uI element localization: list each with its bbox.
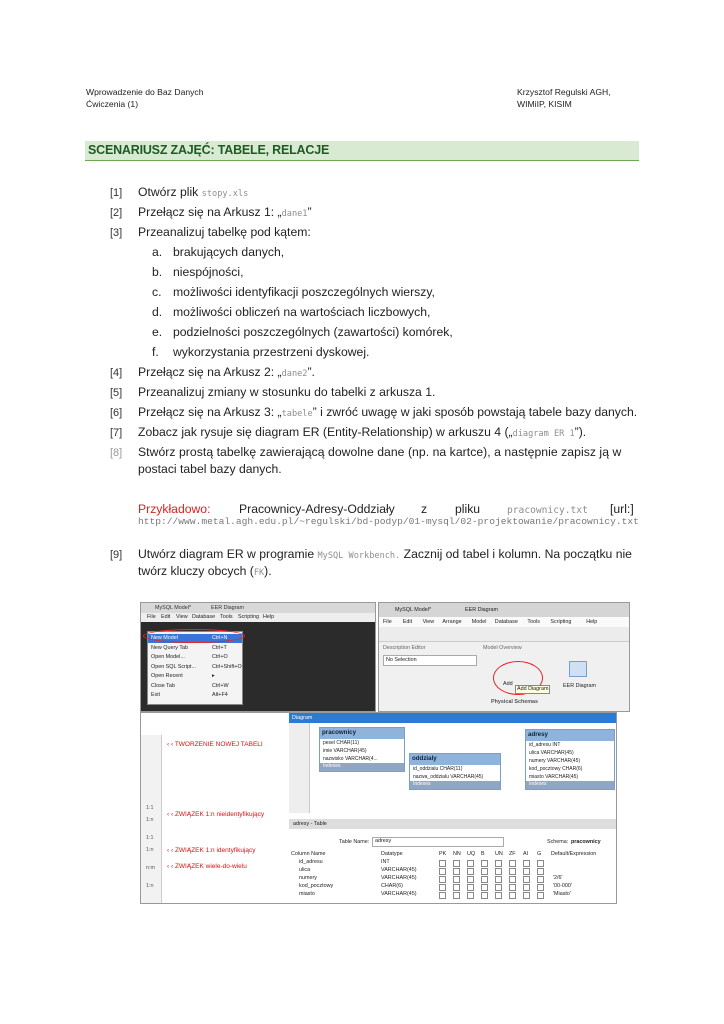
side-toolbar [289, 723, 310, 813]
flag-checkbox[interactable] [509, 892, 516, 899]
menu-help[interactable]: Help [263, 614, 275, 620]
tab-bar [379, 603, 629, 617]
flag-checkbox[interactable] [537, 868, 544, 875]
list-item: możliwości identyfikacji poszczególnych wierszy, [173, 285, 435, 299]
entity-column: id_adresu INT [529, 742, 561, 748]
step-text: Przełącz się na Arkusz 1: „ [138, 205, 282, 219]
list-item: podzielności poszczególnych (zawartości) komórek, [173, 325, 453, 339]
flag-checkbox[interactable] [467, 860, 474, 867]
step-text: ). [264, 564, 272, 578]
menu-item-shortcut: Alt+F4 [212, 692, 228, 698]
column-default[interactable]: '00-000' [553, 883, 572, 889]
annotation-label: ‹ ‹ ZWIĄZEK wiele-do-wielu [167, 863, 247, 870]
flag-checkbox[interactable] [523, 860, 530, 867]
example-name: Pracownicy-Adresy-Oddziały [239, 502, 395, 516]
menu-edit[interactable]: Edit [161, 614, 171, 620]
flag-checkbox[interactable] [481, 876, 488, 883]
menu-bar [379, 617, 629, 627]
selection-value: No Selection [386, 657, 417, 663]
menu-view[interactable]: View [176, 614, 188, 620]
flag-checkbox[interactable] [523, 892, 530, 899]
tab-eer[interactable]: EER Diagram [211, 605, 244, 611]
step-8-line1: Stwórz prostą tabelkę zawierającą dowolne dane (np. na kartce), a następnie zapisz ją w [138, 445, 622, 459]
step-text: Przełącz się na Arkusz 2: „ [138, 365, 282, 379]
author: Krzysztof Regulski AGH, [517, 87, 611, 97]
entity-header: oddzialy [410, 754, 500, 765]
flag-checkbox[interactable] [495, 860, 502, 867]
column-header: NN [453, 851, 461, 857]
menu-item-shortcut: Ctrl+O [212, 654, 228, 660]
program-name: MySQL Workbench. [317, 551, 401, 561]
entity-footer: Indexes [410, 781, 500, 789]
example-z: z [421, 502, 428, 516]
relation-tool[interactable]: 1:1 [146, 835, 154, 841]
flag-checkbox[interactable] [537, 892, 544, 899]
column-datatype[interactable]: CHAR(6) [381, 883, 403, 889]
flag-checkbox[interactable] [509, 860, 516, 867]
entity-column: nazwisko VARCHAR(4... [323, 756, 378, 762]
column-header: UN [495, 851, 503, 857]
column-header: ZF [509, 851, 516, 857]
course-title: Wprowadzenie do Baz Danych [86, 87, 204, 97]
column-grid [291, 851, 611, 901]
entity-header: pracownicy [320, 728, 404, 739]
step-number: [4] [110, 367, 123, 379]
step-text: ” i zwróć uwagę w jaki sposób powstają tabele bazy danych. [312, 405, 638, 419]
column-header: B [481, 851, 485, 857]
menu-arrange[interactable]: Arrange [442, 619, 462, 625]
workbench-add-diagram-screenshot [378, 602, 630, 712]
step-number: [2] [110, 207, 123, 219]
flag-checkbox[interactable] [439, 860, 446, 867]
flag-checkbox[interactable] [453, 884, 460, 891]
diagram-title-bar [289, 713, 616, 723]
column-name[interactable]: miasto [299, 891, 315, 897]
relation-tool[interactable]: 1:n [146, 847, 154, 853]
relation-tool[interactable]: n:m [146, 865, 155, 871]
menu-scripting[interactable]: Scripting [238, 614, 259, 620]
flag-checkbox[interactable] [439, 884, 446, 891]
entity-column: ulica VARCHAR(45) [529, 750, 574, 756]
diagram-title: Diagram [292, 715, 313, 721]
entity-column: miasto VARCHAR(45) [529, 774, 579, 780]
flag-checkbox[interactable] [537, 884, 544, 891]
menu-item-shortcut: Ctrl+N [212, 635, 228, 641]
flag-checkbox[interactable] [495, 868, 502, 875]
flag-checkbox[interactable] [467, 884, 474, 891]
highlight-circle [143, 629, 245, 643]
menu-tools[interactable]: Tools [220, 614, 233, 620]
eer-diagram-screenshot [140, 712, 617, 904]
menu-item-label: Open SQL Script... [151, 663, 197, 670]
entity-column: imie VARCHAR(45) [323, 748, 367, 754]
flag-checkbox[interactable] [495, 892, 502, 899]
column-header: AI [523, 851, 529, 857]
header-right [517, 86, 611, 110]
step-text: Zobacz jak rysuje się diagram ER (Entity-Relationship) w arkuszu 4 („ [138, 425, 513, 439]
section-title: SCENARIUSZ ZAJĘĆ: TABELE, RELACJE [88, 143, 330, 157]
step-4 [138, 364, 315, 382]
column-default[interactable]: '2/6' [553, 875, 563, 881]
entity-column: numery VARCHAR(45) [529, 758, 581, 764]
menu-file[interactable]: File [383, 619, 392, 625]
schema-value: pracownicy [571, 839, 601, 845]
entity-table[interactable] [525, 729, 615, 790]
list-item: możliwości obliczeń na wartościach liczbowych, [173, 305, 431, 319]
table-tab[interactable]: adresy - Table [293, 821, 327, 827]
step-text: Otwórz plik [138, 185, 202, 199]
relation-tool[interactable]: 1:n [146, 883, 154, 889]
relation-tool[interactable]: 1:n [146, 817, 154, 823]
menu-file[interactable]: File [147, 614, 156, 620]
menu-model[interactable]: Model [471, 619, 487, 625]
flag-checkbox[interactable] [509, 868, 516, 875]
entity-footer: Indexes [526, 781, 614, 789]
table-name-value: adresy [375, 838, 392, 844]
flag-checkbox[interactable] [481, 892, 488, 899]
step-3: Przeanalizuj tabelkę pod kątem: [138, 225, 311, 239]
menu-item[interactable] [148, 691, 242, 700]
flag-checkbox[interactable] [523, 876, 530, 883]
column-default[interactable]: 'Miasto' [553, 891, 571, 897]
column-header: UQ [467, 851, 476, 857]
step-7 [138, 424, 586, 442]
flag-checkbox[interactable] [467, 868, 474, 875]
column-name[interactable]: ulica [299, 867, 311, 873]
entity-column: kod_pocztowy CHAR(6) [529, 766, 583, 772]
tab-bar [141, 603, 375, 613]
section-heading [85, 141, 639, 161]
entity-column: id_oddzialu CHAR(11) [413, 766, 463, 772]
step-number: [8] [110, 447, 123, 459]
menu-item[interactable] [148, 663, 242, 672]
flag-checkbox[interactable] [467, 876, 474, 883]
flag-checkbox[interactable] [453, 868, 460, 875]
file-name: stopy.xls [201, 189, 249, 199]
list-item: brakujących danych, [173, 245, 285, 259]
menu-item-label: Open Recent [151, 673, 183, 679]
column-header: Column Name [291, 851, 326, 857]
step-text: twórz kluczy obcych ( [138, 564, 254, 578]
eer-diagram-label: EER Diagram [563, 683, 596, 689]
sheet-name: diagram ER 1 [512, 429, 575, 439]
flag-checkbox[interactable] [439, 868, 446, 875]
menu-scripting[interactable]: Scripting [550, 619, 572, 625]
menu-item-label: New Model [151, 635, 178, 641]
list-item: wykorzystania przestrzeni dyskowej. [173, 345, 370, 359]
add-label: Add [503, 681, 513, 687]
table-tab-bar [289, 819, 616, 829]
workbench-file-menu-screenshot [140, 602, 376, 712]
column-header: PK [439, 851, 447, 857]
menu-item[interactable] [148, 644, 242, 653]
menu-help[interactable]: Help [586, 619, 598, 625]
flag-checkbox[interactable] [439, 892, 446, 899]
header-left [86, 86, 204, 110]
flag-checkbox[interactable] [495, 876, 502, 883]
sheet-name: dane2 [281, 369, 308, 379]
column-name[interactable]: kod_pocztowy [299, 883, 334, 889]
menu-database[interactable]: Database [192, 614, 216, 620]
menu-item-shortcut: Ctrl+T [212, 644, 227, 651]
step-text: Przełącz się na Arkusz 3: „ [138, 405, 282, 419]
table-name-input[interactable] [372, 837, 504, 847]
column-header: Datatype [381, 851, 403, 857]
eer-diagram-icon[interactable] [569, 661, 587, 677]
menu-item-label: Exit [151, 692, 160, 698]
table-name-label: Table Name: [339, 839, 370, 845]
relation-tool[interactable]: 1:1 [146, 805, 154, 811]
column-name[interactable]: id_adresu [299, 859, 323, 865]
tab-model[interactable]: MySQL Model* [155, 605, 192, 611]
example-file: pracownicy.txt [507, 505, 588, 516]
annotation-label: ‹ ‹ ZWIĄZEK 1:n nieidentyfikujący [167, 811, 265, 818]
tab-eer[interactable]: EER Diagram [465, 607, 498, 613]
list-letter: f. [152, 345, 159, 359]
sheet-name: tabele [281, 409, 313, 419]
flag-checkbox[interactable] [537, 876, 544, 883]
annotation-label: ‹ ‹ ZWIĄZEK 1:n identyfikujący [167, 847, 256, 854]
menu-item-shortcut: Ctrl+W [212, 682, 229, 689]
column-header: Default/Expression [551, 851, 597, 857]
physical-schemas-label: Physical Schemas [491, 699, 539, 705]
menu-edit[interactable]: Edit [402, 619, 413, 625]
list-item: niespójności, [173, 265, 244, 279]
example-pliku: pliku [455, 502, 481, 516]
entity-table[interactable] [319, 727, 405, 772]
step-text: Zacznij od tabel i kolumn. Na początku nie [400, 547, 632, 561]
entity-column: pesel CHAR(11) [323, 740, 360, 746]
department: WIMiIP, KISIM [517, 99, 572, 109]
step-8-line2: postaci tabel bazy danych. [138, 462, 282, 476]
fk-code: FK [253, 568, 265, 578]
step-number: [5] [110, 387, 123, 399]
step-text: ” [307, 205, 312, 219]
menu-view[interactable]: View [422, 619, 435, 625]
flag-checkbox[interactable] [523, 884, 530, 891]
step-9-line2 [138, 563, 272, 581]
menu-item-label: Open Model... [151, 654, 185, 660]
flag-checkbox[interactable] [467, 892, 474, 899]
step-number: [1] [110, 187, 123, 199]
step-2 [138, 204, 312, 222]
flag-checkbox[interactable] [509, 876, 516, 883]
example-label: Przykładowo: [138, 502, 211, 516]
flag-checkbox[interactable] [453, 860, 460, 867]
step-number: [3] [110, 227, 123, 239]
list-letter: e. [152, 325, 163, 339]
menu-item[interactable] [148, 653, 242, 662]
column-header: G [537, 851, 542, 857]
flag-checkbox[interactable] [481, 860, 488, 867]
list-letter: c. [152, 285, 162, 299]
model-overview-label: Model Overview [483, 645, 522, 651]
flag-checkbox[interactable] [453, 876, 460, 883]
menu-item-label: New Query Tab [151, 644, 189, 651]
list-letter: d. [152, 305, 163, 319]
tab-model[interactable]: MySQL Model* [395, 607, 432, 613]
column-datatype[interactable]: VARCHAR(45) [381, 867, 417, 873]
entity-table[interactable] [409, 753, 501, 790]
flag-checkbox[interactable] [523, 868, 530, 875]
sheet-name: dane1 [281, 209, 308, 219]
flag-checkbox[interactable] [481, 884, 488, 891]
flag-checkbox[interactable] [453, 892, 460, 899]
annotation-label: ‹ ‹ TWORZENIE NOWEJ TABELI [167, 741, 263, 748]
column-datatype[interactable]: VARCHAR(45) [381, 891, 417, 897]
entity-column: nazwa_oddzialu VARCHAR(45) [413, 774, 484, 780]
url-label: [url:] [610, 502, 634, 516]
menu-item[interactable] [148, 682, 242, 691]
step-5: Przeanalizuj zmiany w stosunku do tabelki z arkusza 1. [138, 385, 436, 399]
flag-checkbox[interactable] [439, 876, 446, 883]
flag-checkbox[interactable] [537, 860, 544, 867]
column-datatype[interactable]: INT [381, 859, 390, 865]
menu-item-shortcut: ▸ [212, 673, 215, 679]
column-name[interactable]: numery [299, 875, 317, 881]
step-text: Utwórz diagram ER w programie [138, 547, 318, 561]
flag-checkbox[interactable] [509, 884, 516, 891]
example-url[interactable]: http://www.metal.agh.edu.pl/~regulski/bd-podyp/01-mysql/02-projektowanie/pracownicy.txt [138, 516, 639, 527]
flag-checkbox[interactable] [495, 884, 502, 891]
exercise-label: Ćwiczenia (1) [86, 99, 139, 109]
entity-header: adresy [526, 730, 614, 741]
list-letter: a. [152, 245, 163, 259]
toolbar [379, 627, 629, 642]
description-editor-label: Description Editor [383, 645, 426, 651]
step-6 [138, 404, 637, 422]
menu-item-shortcut: Ctrl+Shift+O [212, 663, 242, 670]
step-1 [138, 184, 248, 202]
step-number: [7] [110, 427, 123, 439]
column-datatype[interactable]: VARCHAR(45) [381, 875, 417, 881]
menu-item[interactable] [148, 672, 242, 681]
entity-footer: Indexes [320, 763, 404, 771]
menu-tools[interactable]: Tools [527, 619, 540, 625]
step-9-line1 [138, 546, 632, 564]
menu-item-label: Close Tab [151, 682, 175, 689]
flag-checkbox[interactable] [481, 868, 488, 875]
menu-database[interactable]: Database [494, 619, 518, 625]
selection-dropdown[interactable] [383, 655, 477, 666]
list-letter: b. [152, 265, 163, 279]
step-number: [9] [110, 549, 123, 561]
menu-bar [141, 613, 375, 622]
schema-label: Schema: [547, 839, 569, 845]
step-text: ”). [574, 425, 587, 439]
add-diagram-tooltip[interactable]: Add Diagram [517, 686, 549, 692]
step-number: [6] [110, 407, 123, 419]
step-text: ”. [307, 365, 315, 379]
